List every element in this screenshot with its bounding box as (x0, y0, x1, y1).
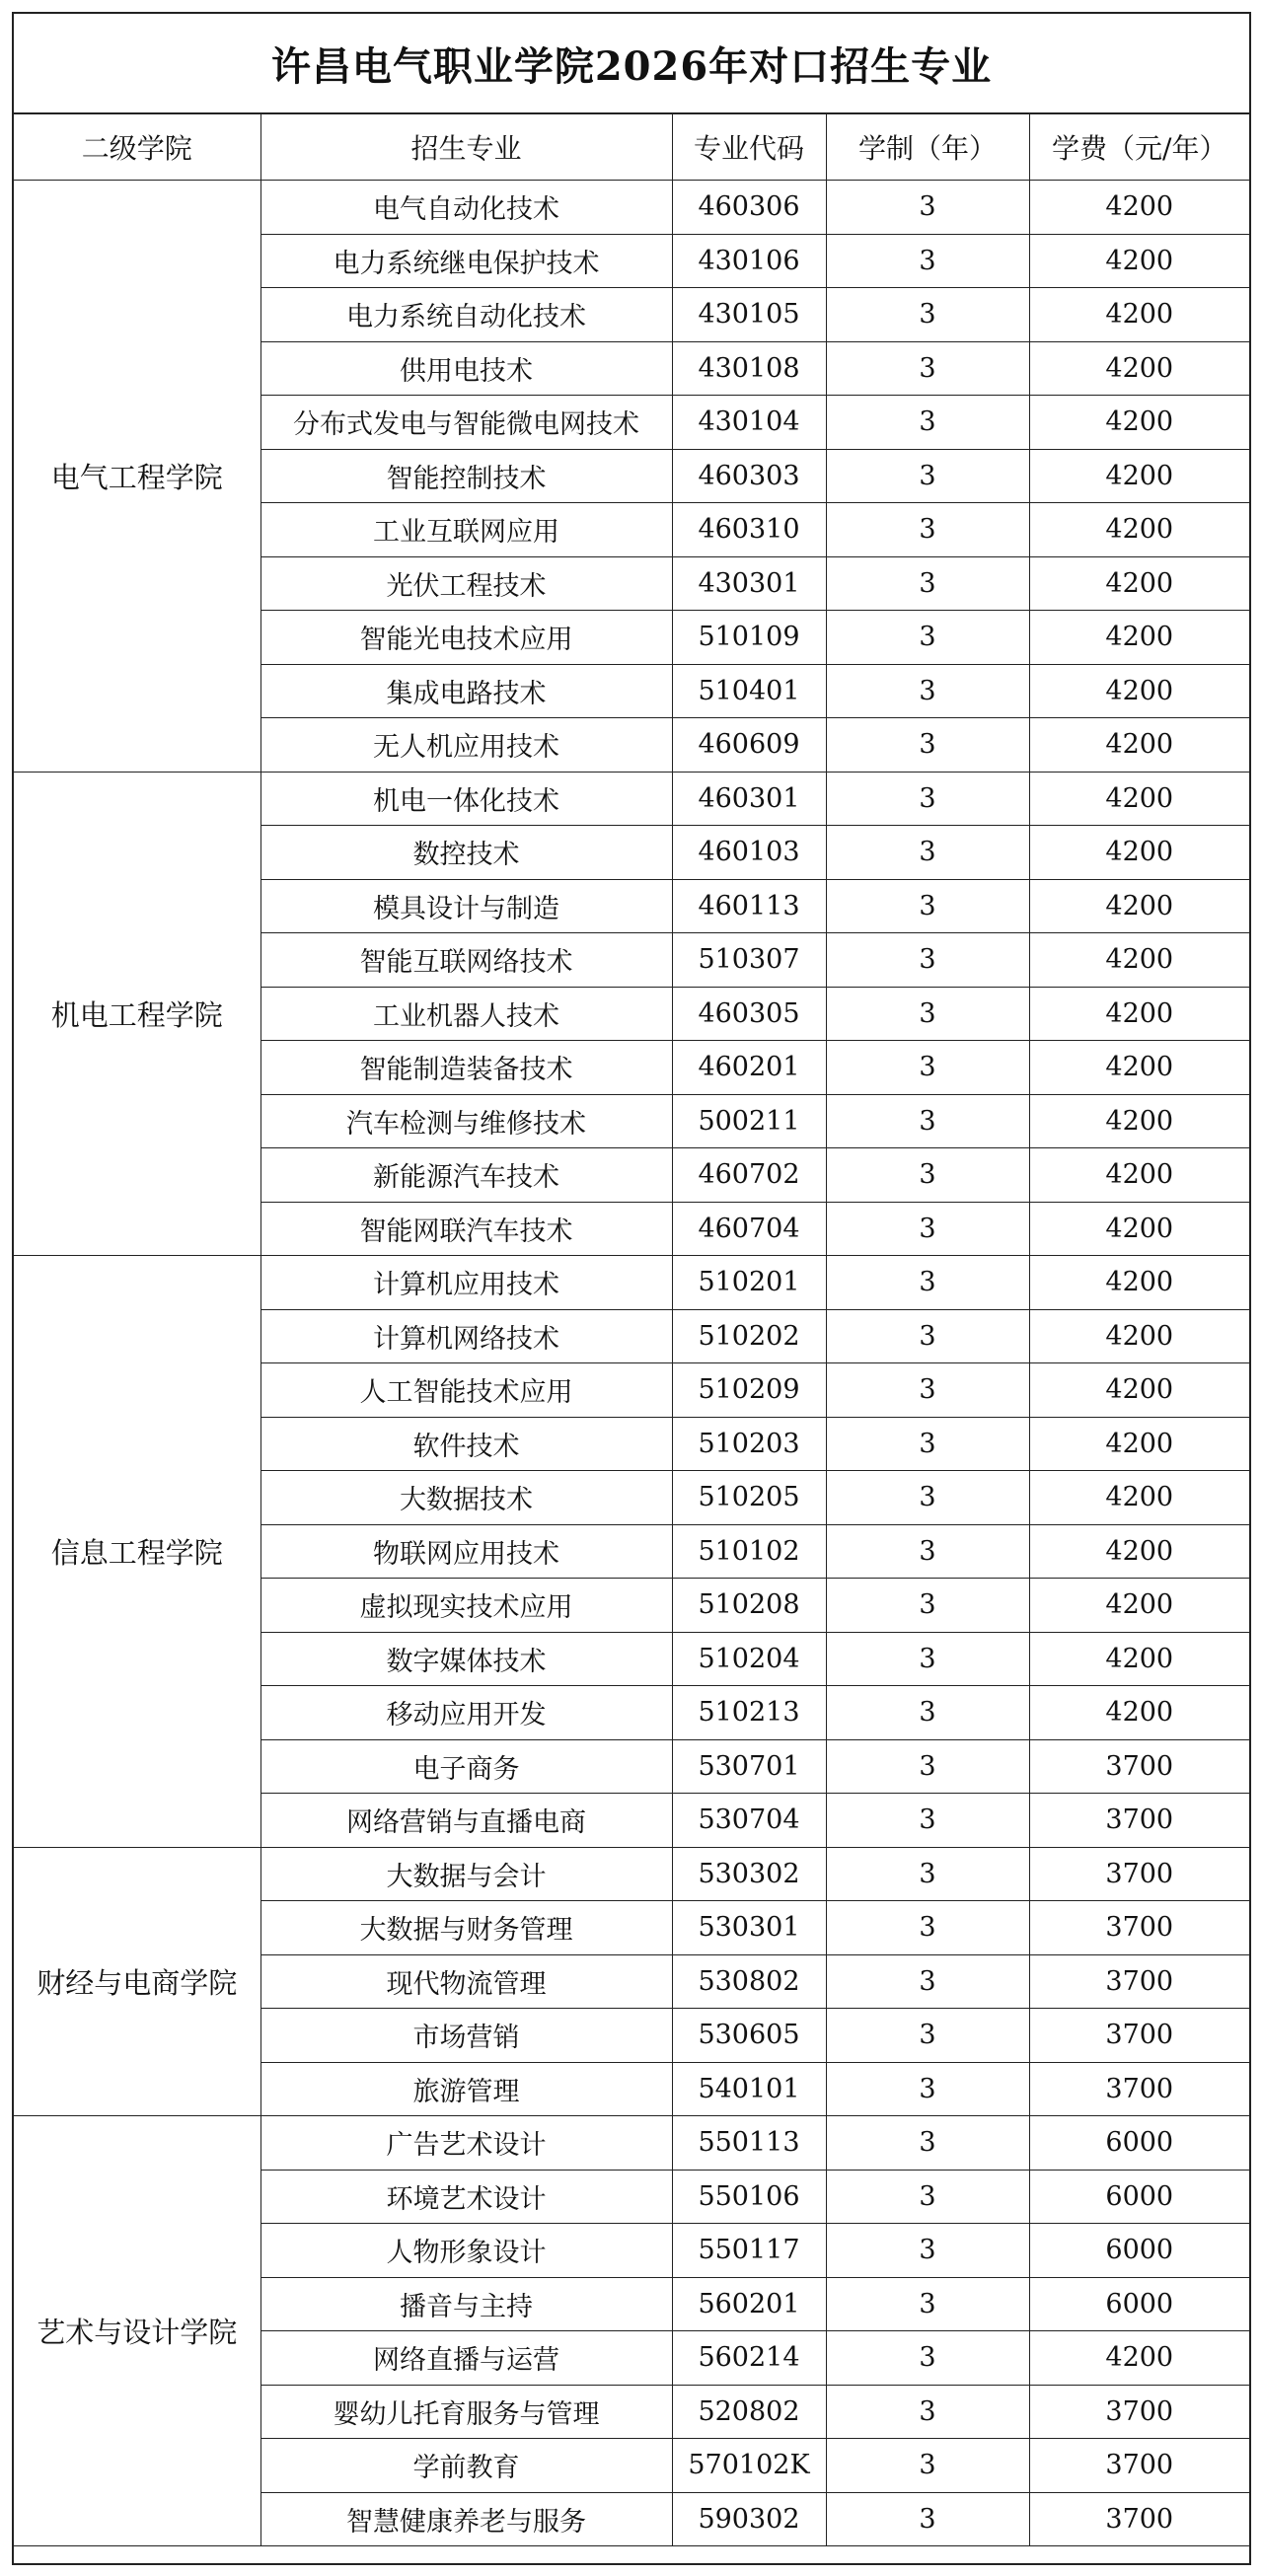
duration-cell: 3 (826, 449, 1029, 503)
college-cell: 机电工程学院 (14, 772, 260, 1256)
major-cell: 智能制造装备技术 (260, 1041, 672, 1095)
tuition-cell: 4200 (1029, 2331, 1249, 2386)
major-cell: 环境艺术设计 (260, 2170, 672, 2224)
tuition-cell: 4200 (1029, 234, 1249, 288)
code-cell: 460310 (672, 503, 826, 557)
major-cell: 大数据技术 (260, 1471, 672, 1525)
tuition-cell: 4200 (1029, 1524, 1249, 1579)
code-cell: 530701 (672, 1739, 826, 1794)
major-cell: 工业互联网应用 (260, 503, 672, 557)
major-cell: 大数据与财务管理 (260, 1901, 672, 1955)
major-cell: 婴幼儿托育服务与管理 (260, 2385, 672, 2439)
code-cell: 530301 (672, 1901, 826, 1955)
tuition-cell: 4200 (1029, 664, 1249, 718)
major-cell: 集成电路技术 (260, 664, 672, 718)
tuition-cell: 4200 (1029, 987, 1249, 1041)
duration-cell: 3 (826, 234, 1029, 288)
major-cell: 网络营销与直播电商 (260, 1794, 672, 1848)
duration-cell: 3 (826, 1202, 1029, 1256)
tuition-cell: 3700 (1029, 2439, 1249, 2493)
duration-cell: 3 (826, 879, 1029, 933)
duration-cell: 3 (826, 1579, 1029, 1633)
tuition-cell: 4200 (1029, 718, 1249, 773)
major-cell: 电气自动化技术 (260, 181, 672, 235)
code-cell: 530704 (672, 1794, 826, 1848)
duration-cell: 3 (826, 718, 1029, 773)
code-cell: 570102K (672, 2439, 826, 2493)
code-cell: 460103 (672, 826, 826, 880)
duration-cell: 3 (826, 556, 1029, 611)
code-cell: 510307 (672, 933, 826, 988)
header-code: 专业代码 (672, 114, 826, 181)
duration-cell: 3 (826, 664, 1029, 718)
duration-cell: 3 (826, 288, 1029, 342)
major-cell: 移动应用开发 (260, 1686, 672, 1740)
duration-cell: 3 (826, 772, 1029, 826)
duration-cell: 3 (826, 1309, 1029, 1363)
tuition-cell: 4200 (1029, 1041, 1249, 1095)
duration-cell: 3 (826, 1148, 1029, 1203)
duration-cell: 3 (826, 2277, 1029, 2331)
tuition-cell: 4200 (1029, 1632, 1249, 1686)
tuition-cell: 4200 (1029, 503, 1249, 557)
duration-cell: 3 (826, 1847, 1029, 1901)
code-cell: 460201 (672, 1041, 826, 1095)
code-cell: 430104 (672, 396, 826, 450)
tuition-cell: 4200 (1029, 1363, 1249, 1418)
major-cell: 智能网联汽车技术 (260, 1202, 672, 1256)
duration-cell: 3 (826, 181, 1029, 235)
page-title: 许昌电气职业学院2026年对口招生专业 (14, 14, 1249, 114)
table-row (14, 2116, 1249, 2171)
major-cell: 无人机应用技术 (260, 718, 672, 773)
major-cell: 广告艺术设计 (260, 2116, 672, 2171)
major-cell: 电力系统继电保护技术 (260, 234, 672, 288)
duration-cell: 3 (826, 1363, 1029, 1418)
duration-cell: 3 (826, 1794, 1029, 1848)
major-cell: 虚拟现实技术应用 (260, 1579, 672, 1633)
code-cell: 530605 (672, 2009, 826, 2063)
tuition-cell: 3700 (1029, 2492, 1249, 2546)
major-cell: 学前教育 (260, 2439, 672, 2493)
code-cell: 550113 (672, 2116, 826, 2171)
major-cell: 人工智能技术应用 (260, 1363, 672, 1418)
tuition-cell: 4200 (1029, 1471, 1249, 1525)
duration-cell: 3 (826, 1041, 1029, 1095)
tuition-cell: 4200 (1029, 1417, 1249, 1471)
code-cell: 590302 (672, 2492, 826, 2546)
code-cell: 510208 (672, 1579, 826, 1633)
major-cell: 新能源汽车技术 (260, 1148, 672, 1203)
major-cell: 物联网应用技术 (260, 1524, 672, 1579)
code-cell: 560201 (672, 2277, 826, 2331)
tuition-cell: 3700 (1029, 2385, 1249, 2439)
tuition-cell: 4200 (1029, 396, 1249, 450)
code-cell: 550106 (672, 2170, 826, 2224)
major-cell: 数控技术 (260, 826, 672, 880)
major-cell: 大数据与会计 (260, 1847, 672, 1901)
duration-cell: 3 (826, 1954, 1029, 2009)
code-cell: 520802 (672, 2385, 826, 2439)
duration-cell: 3 (826, 1686, 1029, 1740)
major-cell: 模具设计与制造 (260, 879, 672, 933)
duration-cell: 3 (826, 1524, 1029, 1579)
major-cell: 人物形象设计 (260, 2224, 672, 2278)
code-cell: 460113 (672, 879, 826, 933)
major-cell: 计算机网络技术 (260, 1309, 672, 1363)
duration-cell: 3 (826, 826, 1029, 880)
code-cell: 510109 (672, 611, 826, 665)
code-cell: 430301 (672, 556, 826, 611)
major-cell: 电子商务 (260, 1739, 672, 1794)
code-cell: 510204 (672, 1632, 826, 1686)
tuition-cell: 4200 (1029, 879, 1249, 933)
table-row (14, 181, 1249, 235)
code-cell: 510209 (672, 1363, 826, 1418)
tuition-cell: 3700 (1029, 2062, 1249, 2116)
duration-cell: 3 (826, 396, 1029, 450)
duration-cell: 3 (826, 987, 1029, 1041)
duration-cell: 3 (826, 2062, 1029, 2116)
code-cell: 550117 (672, 2224, 826, 2278)
major-cell: 供用电技术 (260, 341, 672, 396)
major-cell: 智能光电技术应用 (260, 611, 672, 665)
duration-cell: 3 (826, 2492, 1029, 2546)
duration-cell: 3 (826, 1417, 1029, 1471)
tuition-cell: 4200 (1029, 1148, 1249, 1203)
tuition-cell: 4200 (1029, 556, 1249, 611)
code-cell: 530802 (672, 1954, 826, 2009)
major-cell: 智能互联网络技术 (260, 933, 672, 988)
major-cell: 智能控制技术 (260, 449, 672, 503)
code-cell: 510202 (672, 1309, 826, 1363)
tuition-cell: 6000 (1029, 2116, 1249, 2171)
major-cell: 工业机器人技术 (260, 987, 672, 1041)
major-cell: 光伏工程技术 (260, 556, 672, 611)
college-cell: 艺术与设计学院 (14, 2116, 260, 2546)
duration-cell: 3 (826, 2116, 1029, 2171)
header-tuition: 学费（元/年） (1029, 114, 1249, 181)
code-cell: 460305 (672, 987, 826, 1041)
duration-cell: 3 (826, 2385, 1029, 2439)
major-cell: 汽车检测与维修技术 (260, 1094, 672, 1148)
majors-table (14, 114, 1249, 2546)
duration-cell: 3 (826, 1471, 1029, 1525)
code-cell: 460609 (672, 718, 826, 773)
duration-cell: 3 (826, 1256, 1029, 1310)
tuition-cell: 4200 (1029, 288, 1249, 342)
table-row (14, 772, 1249, 826)
major-cell: 播音与主持 (260, 2277, 672, 2331)
header-row (14, 114, 1249, 181)
code-cell: 460301 (672, 772, 826, 826)
tuition-cell: 4200 (1029, 181, 1249, 235)
major-cell: 市场营销 (260, 2009, 672, 2063)
code-cell: 510102 (672, 1524, 826, 1579)
tuition-cell: 3700 (1029, 1847, 1249, 1901)
major-cell: 分布式发电与智能微电网技术 (260, 396, 672, 450)
tuition-cell: 4200 (1029, 1686, 1249, 1740)
table-row (14, 1256, 1249, 1310)
code-cell: 430105 (672, 288, 826, 342)
tuition-cell: 4200 (1029, 1094, 1249, 1148)
code-cell: 510205 (672, 1471, 826, 1525)
code-cell: 430108 (672, 341, 826, 396)
major-cell: 机电一体化技术 (260, 772, 672, 826)
table-body (14, 181, 1249, 2546)
code-cell: 460303 (672, 449, 826, 503)
college-cell: 财经与电商学院 (14, 1847, 260, 2116)
duration-cell: 3 (826, 611, 1029, 665)
code-cell: 510203 (672, 1417, 826, 1471)
major-cell: 数字媒体技术 (260, 1632, 672, 1686)
tuition-cell: 6000 (1029, 2170, 1249, 2224)
major-cell: 旅游管理 (260, 2062, 672, 2116)
code-cell: 430106 (672, 234, 826, 288)
tuition-cell: 6000 (1029, 2224, 1249, 2278)
major-cell: 电力系统自动化技术 (260, 288, 672, 342)
tuition-cell: 4200 (1029, 772, 1249, 826)
code-cell: 460702 (672, 1148, 826, 1203)
code-cell: 510213 (672, 1686, 826, 1740)
code-cell: 540101 (672, 2062, 826, 2116)
header-duration: 学制（年） (826, 114, 1029, 181)
code-cell: 460306 (672, 181, 826, 235)
tuition-cell: 4200 (1029, 826, 1249, 880)
major-cell: 软件技术 (260, 1417, 672, 1471)
tuition-cell: 4200 (1029, 611, 1249, 665)
tuition-cell: 3700 (1029, 1954, 1249, 2009)
tuition-cell: 4200 (1029, 1202, 1249, 1256)
duration-cell: 3 (826, 1094, 1029, 1148)
enrollment-sheet (12, 12, 1251, 2565)
tuition-cell: 3700 (1029, 2009, 1249, 2063)
college-cell: 信息工程学院 (14, 1256, 260, 1848)
tuition-cell: 6000 (1029, 2277, 1249, 2331)
tuition-cell: 4200 (1029, 1579, 1249, 1633)
duration-cell: 3 (826, 1632, 1029, 1686)
college-cell: 电气工程学院 (14, 181, 260, 773)
header-college: 二级学院 (14, 114, 260, 181)
tuition-cell: 3700 (1029, 1739, 1249, 1794)
major-cell: 智慧健康养老与服务 (260, 2492, 672, 2546)
code-cell: 530302 (672, 1847, 826, 1901)
tuition-cell: 4200 (1029, 1256, 1249, 1310)
duration-cell: 3 (826, 1901, 1029, 1955)
duration-cell: 3 (826, 1739, 1029, 1794)
duration-cell: 3 (826, 933, 1029, 988)
duration-cell: 3 (826, 2009, 1029, 2063)
tuition-cell: 3700 (1029, 1901, 1249, 1955)
duration-cell: 3 (826, 503, 1029, 557)
duration-cell: 3 (826, 2224, 1029, 2278)
duration-cell: 3 (826, 2331, 1029, 2386)
header-major: 招生专业 (260, 114, 672, 181)
tuition-cell: 3700 (1029, 1794, 1249, 1848)
duration-cell: 3 (826, 2170, 1029, 2224)
code-cell: 560214 (672, 2331, 826, 2386)
major-cell: 现代物流管理 (260, 1954, 672, 2009)
tuition-cell: 4200 (1029, 449, 1249, 503)
code-cell: 500211 (672, 1094, 826, 1148)
tuition-cell: 4200 (1029, 341, 1249, 396)
code-cell: 460704 (672, 1202, 826, 1256)
table-row (14, 1847, 1249, 1901)
code-cell: 510201 (672, 1256, 826, 1310)
duration-cell: 3 (826, 341, 1029, 396)
major-cell: 网络直播与运营 (260, 2331, 672, 2386)
tuition-cell: 4200 (1029, 1309, 1249, 1363)
code-cell: 510401 (672, 664, 826, 718)
tuition-cell: 4200 (1029, 933, 1249, 988)
duration-cell: 3 (826, 2439, 1029, 2493)
major-cell: 计算机应用技术 (260, 1256, 672, 1310)
